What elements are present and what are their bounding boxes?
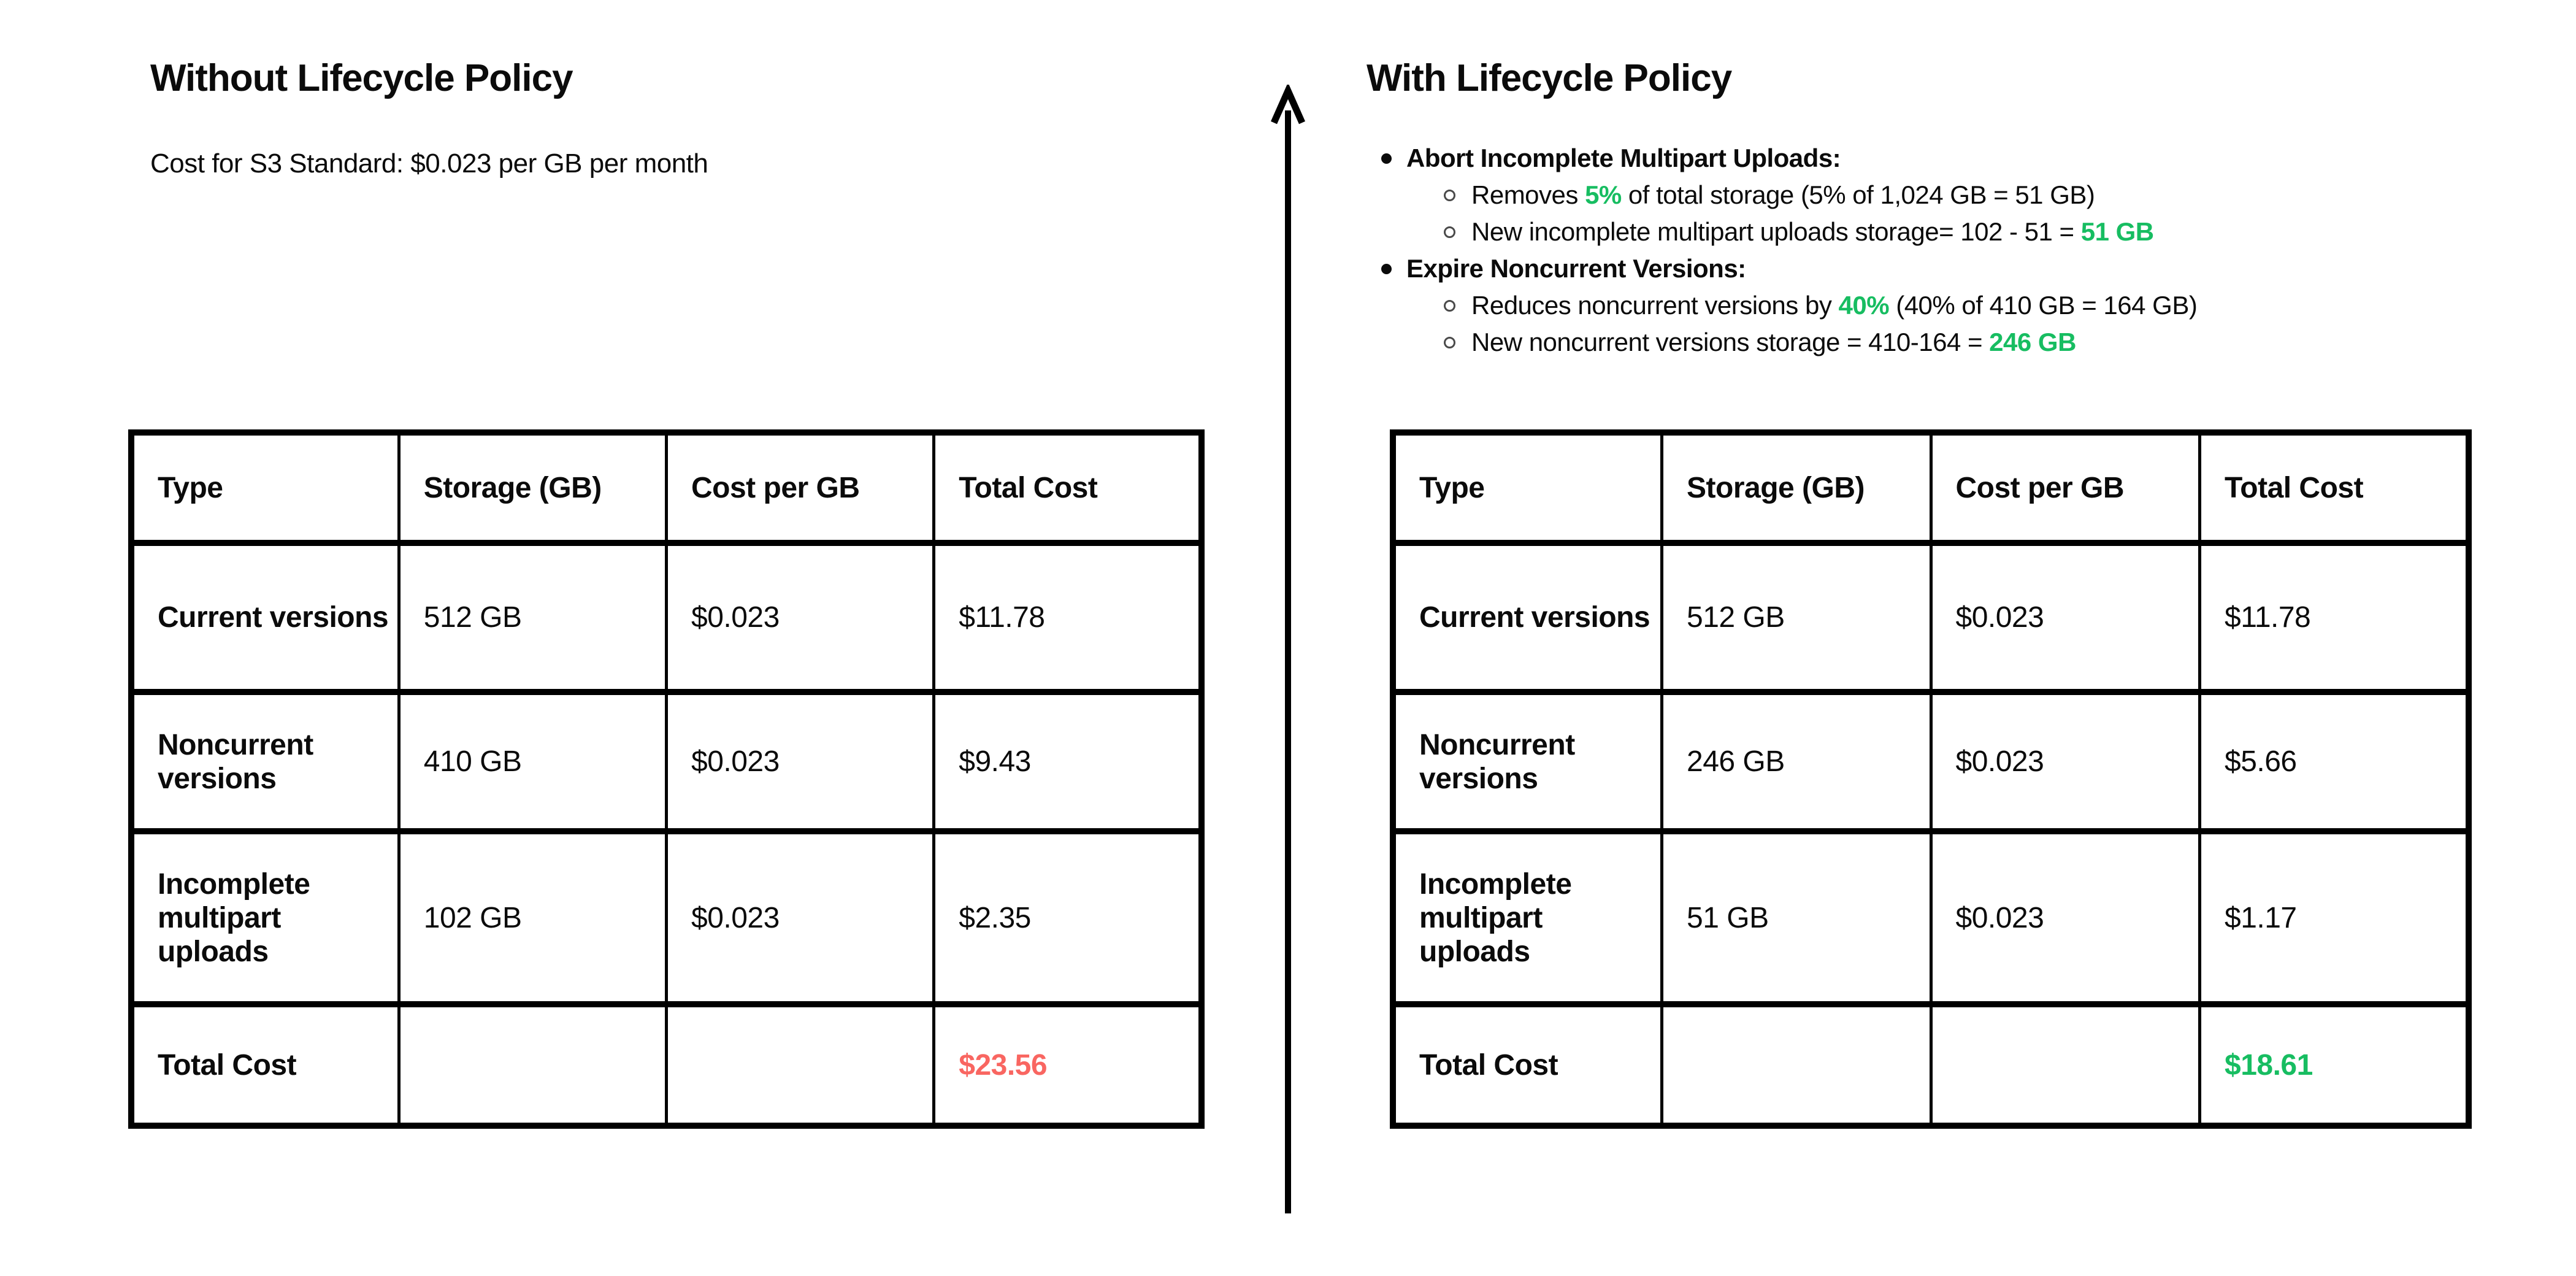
disc-bullet-icon	[1381, 153, 1392, 164]
table-row	[131, 543, 1202, 692]
table-row	[131, 831, 1202, 1004]
circle-bullet-icon	[1444, 226, 1455, 238]
cell-total: $2.35	[934, 831, 1202, 1004]
total-label: Total Cost	[131, 1004, 399, 1126]
lifecycle-rules-list	[1381, 140, 2197, 361]
without-policy-table	[128, 429, 1205, 1129]
total-value-red: $23.56	[934, 1004, 1202, 1126]
sub-bullet-text: New noncurrent versions storage = 410-164 = 246 GB	[1471, 328, 2076, 356]
left-panel-title: Without Lifecycle Policy	[150, 57, 573, 99]
cell-storage: 102 GB	[399, 831, 666, 1004]
sub-bullet-item	[1444, 177, 2197, 213]
table-header-row	[131, 432, 1202, 543]
cell-total: $11.78	[2200, 543, 2469, 692]
cell-cost-per-gb: $0.023	[667, 692, 934, 831]
sub-bullet-item	[1444, 213, 2197, 250]
total-label: Total Cost	[1393, 1004, 1662, 1126]
empty-cell	[399, 1004, 666, 1126]
cell-cost-per-gb: $0.023	[667, 543, 934, 692]
sub-bullet-item	[1444, 324, 2197, 361]
disc-bullet-icon	[1381, 264, 1392, 274]
table-row	[1393, 692, 2469, 831]
header-total-cost: Total Cost	[2200, 432, 2469, 543]
table-row	[1393, 543, 2469, 692]
bullet-item	[1381, 140, 2197, 177]
cell-cost-per-gb: $0.023	[1931, 692, 2200, 831]
sub-bullet-text: Removes 5% of total storage (5% of 1,024 GB = 51 GB)	[1471, 180, 2095, 209]
bullet-item	[1381, 250, 2197, 287]
empty-cell	[1662, 1004, 1931, 1126]
cell-cost-per-gb: $0.023	[1931, 831, 2200, 1004]
cell-storage: 512 GB	[1662, 543, 1931, 692]
cell-total: $5.66	[2200, 692, 2469, 831]
table-row	[131, 692, 1202, 831]
cell-total: $11.78	[934, 543, 1202, 692]
cell-storage: 512 GB	[399, 543, 666, 692]
cell-storage: 410 GB	[399, 692, 666, 831]
circle-bullet-icon	[1444, 337, 1455, 348]
highlight-value: 246 GB	[1989, 328, 2076, 356]
up-arrow-divider	[1270, 85, 1306, 1216]
circle-bullet-icon	[1444, 300, 1455, 312]
highlight-value: 5%	[1585, 180, 1622, 209]
cell-type: Current versions	[131, 543, 399, 692]
empty-cell	[1931, 1004, 2200, 1126]
cell-type: Noncurrent versions	[1393, 692, 1662, 831]
cell-cost-per-gb: $0.023	[1931, 543, 2200, 692]
cell-type: Noncurrent versions	[131, 692, 399, 831]
sub-bullet-text: Reduces noncurrent versions by 40% (40% of 410 GB = 164 GB)	[1471, 291, 2198, 320]
table-header-row	[1393, 432, 2469, 543]
header-storage: Storage (GB)	[1662, 432, 1931, 543]
header-type: Type	[131, 432, 399, 543]
total-row	[1393, 1004, 2469, 1126]
empty-cell	[667, 1004, 934, 1126]
cell-type: Current versions	[1393, 543, 1662, 692]
circle-bullet-icon	[1444, 190, 1455, 201]
with-policy-table	[1390, 429, 2472, 1129]
table-row	[1393, 831, 2469, 1004]
header-type: Type	[1393, 432, 1662, 543]
cell-total: $1.17	[2200, 831, 2469, 1004]
highlight-value: 40%	[1838, 291, 1890, 320]
cost-note: Cost for S3 Standard: $0.023 per GB per month	[150, 148, 708, 179]
header-storage: Storage (GB)	[399, 432, 666, 543]
header-total-cost: Total Cost	[934, 432, 1202, 543]
header-cost-per-gb: Cost per GB	[667, 432, 934, 543]
cell-type: Incomplete multipart uploads	[131, 831, 399, 1004]
total-value-green: $18.61	[2200, 1004, 2469, 1126]
highlight-value: 51 GB	[2080, 217, 2154, 246]
cell-storage: 246 GB	[1662, 692, 1931, 831]
cell-total: $9.43	[934, 692, 1202, 831]
header-cost-per-gb: Cost per GB	[1931, 432, 2200, 543]
bullet-label: Expire Noncurrent Versions:	[1406, 254, 1746, 283]
cell-cost-per-gb: $0.023	[667, 831, 934, 1004]
sub-bullet-item	[1444, 287, 2197, 324]
bullet-label: Abort Incomplete Multipart Uploads:	[1406, 144, 1841, 172]
cell-type: Incomplete multipart uploads	[1393, 831, 1662, 1004]
total-row	[131, 1004, 1202, 1126]
right-panel-title: With Lifecycle Policy	[1367, 57, 1732, 99]
cell-storage: 51 GB	[1662, 831, 1931, 1004]
sub-bullet-text: New incomplete multipart uploads storage= 102 - 51 = 51 GB	[1471, 217, 2154, 246]
